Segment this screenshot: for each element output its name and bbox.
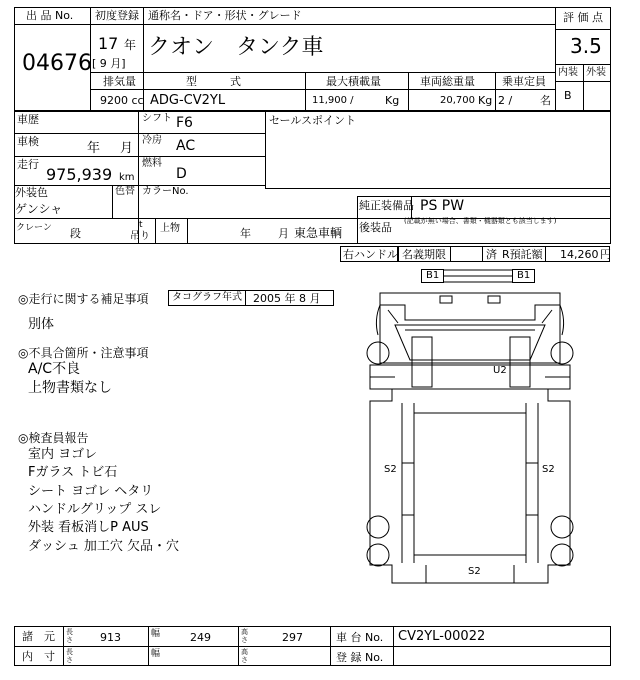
damage-mark: S2: [468, 566, 481, 577]
aftermarket-label: 後装品: [359, 221, 392, 234]
mileage-label: 走行: [17, 158, 39, 171]
height: 297: [282, 631, 303, 644]
gross-weight-label: 車両総重量: [420, 75, 475, 88]
fuel-label: 燃料: [142, 158, 162, 169]
max-load-label: 最大積載量: [326, 75, 381, 88]
exterior-color: ゲンシャ: [15, 202, 63, 216]
first-reg-label: 初度登録: [95, 9, 139, 22]
crane-hang: 吊り: [130, 231, 150, 242]
defects-title: ◎不具合箇所・注意事項: [18, 346, 149, 360]
first-reg-month: [ 9 月]: [92, 57, 126, 70]
shift-label: シフト: [142, 113, 172, 124]
mileage-unit: km: [119, 172, 135, 183]
body-maker: 東急車輌: [294, 226, 343, 240]
inspector-item: ハンドルグリップ スレ: [28, 502, 162, 517]
genuine-equipment: PS PW: [420, 198, 465, 214]
tank-outline: [370, 389, 570, 583]
capacity-unit: 名: [540, 94, 551, 107]
inspector-item: シート ヨゴレ ヘタリ: [28, 484, 154, 499]
title-expiry-label: 名義期限: [402, 248, 446, 261]
lot-no-label: 出 品 No.: [26, 9, 74, 22]
inspector-item: 外装 看板消しP AUS: [28, 520, 149, 535]
inspection-label: 車検: [17, 135, 39, 148]
r-deposit-label: R預託額: [502, 248, 543, 261]
wheel-front-left: [367, 342, 389, 364]
crane-label: クレーン: [16, 223, 52, 233]
inspector-item: Fガラス トビ石: [28, 465, 118, 480]
interior-grade-label: 内装: [558, 67, 578, 78]
inner-length-label: 長さ: [66, 648, 73, 664]
ac-label: 冷房: [142, 135, 162, 146]
crane-hang-t: t: [139, 220, 143, 230]
inner-width-label: 幅: [151, 649, 161, 659]
body-label: 上物: [160, 223, 180, 234]
r-deposit-unit: 円: [600, 248, 611, 261]
mileage: 975,939: [46, 165, 113, 184]
displacement: 9200 cc: [100, 94, 144, 107]
type-label: 型 式: [186, 75, 241, 88]
sales-point-label: セールスポイント: [269, 114, 357, 127]
genuine-equipment-label: 純正装備品: [359, 199, 414, 212]
capacity-label: 乗車定員: [502, 75, 546, 88]
history-label: 車歴: [17, 113, 39, 126]
wheel-front-right: [551, 342, 573, 364]
model-name: クオン タンク車: [148, 35, 324, 60]
chassis-label: 車 台 No.: [336, 631, 384, 644]
max-load-unit: Kg: [385, 94, 400, 107]
max-load: 11,900 /: [312, 95, 354, 106]
dims-label: 諸 元: [22, 630, 55, 643]
fuel: D: [176, 166, 187, 182]
height-label: 高さ: [241, 628, 248, 644]
inspection-year: 年: [87, 141, 101, 156]
damage-mark: U2: [493, 365, 507, 376]
model-type: ADG-CV2YL: [150, 93, 226, 108]
body-year: 年: [240, 227, 251, 240]
displacement-label: 排気量: [103, 75, 136, 88]
inner-height-label: 高さ: [241, 648, 248, 664]
ac: AC: [176, 138, 196, 154]
first-reg-year: 17: [98, 34, 119, 53]
reg-no-label: 登 録 No.: [336, 651, 384, 664]
inspector-item: 室内 ヨゴレ: [28, 447, 98, 462]
steering: 右ハンドル: [343, 248, 398, 261]
truck-diagram: [360, 265, 580, 605]
model-name-label: 通称名・ドア・形状・グレード: [148, 9, 302, 22]
grade-label: 評 価 点: [563, 11, 603, 24]
overall-grade: 3.5: [570, 34, 602, 58]
tacho-label: タコグラフ年式: [172, 292, 242, 303]
shift: F6: [176, 115, 193, 131]
gross-weight: 20,700: [440, 95, 475, 106]
damage-mark: B1: [421, 269, 444, 283]
chassis-no: CV2YL-00022: [398, 629, 486, 644]
damage-mark: S2: [384, 464, 397, 475]
inspector-title: ◎検査員報告: [18, 431, 89, 445]
crane-stage: 段: [70, 227, 81, 240]
year-unit: 年: [124, 38, 137, 52]
damage-mark: S2: [542, 464, 555, 475]
driving-body: 別体: [28, 317, 55, 332]
length-label: 長さ: [66, 628, 73, 644]
recycling: 済: [486, 248, 497, 261]
gross-weight-unit: Kg: [478, 94, 493, 107]
exterior-grade-label: 外装: [586, 67, 606, 78]
inspection-month: 月: [120, 141, 134, 156]
tacho-year: 2005 年 8 月: [253, 292, 321, 305]
aftermarket-note: (記載が無い場合、書類・機器類とも該当します): [404, 217, 557, 225]
driving-title: ◎走行に関する補足事項: [18, 292, 149, 306]
color-no-label: カラーNo.: [142, 186, 189, 197]
body-month: 月: [278, 227, 289, 240]
r-deposit: 14,260: [560, 248, 599, 261]
interior-grade: B: [564, 89, 572, 102]
exterior-color-label: 外装色: [15, 186, 48, 199]
inspector-item: ダッシュ 加工穴 欠品・穴: [28, 539, 180, 554]
color-swap-label: 色替: [115, 186, 135, 197]
width: 249: [190, 631, 211, 644]
defect-item: 上物書類なし: [28, 380, 112, 396]
inner-dims-label: 内 寸: [22, 650, 55, 663]
defect-item: A/C不良: [28, 361, 81, 377]
capacity: 2 /: [498, 94, 513, 107]
width-label: 幅: [151, 629, 161, 639]
lot-no: 04676: [22, 51, 92, 76]
length: 913: [100, 631, 121, 644]
damage-mark: B1: [512, 269, 535, 283]
